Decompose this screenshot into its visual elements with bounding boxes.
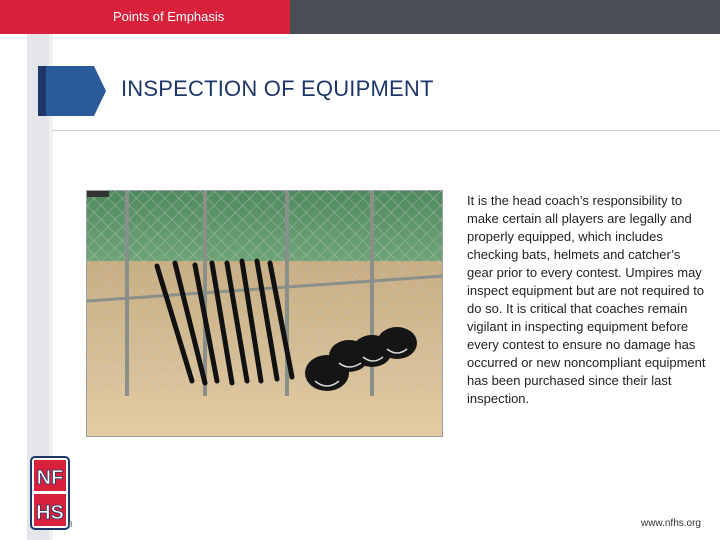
slide-number: 8: [68, 520, 73, 529]
page-title: INSPECTION OF EQUIPMENT: [121, 76, 434, 101]
title-marker-icon: [38, 66, 106, 116]
footer-url: www.nfhs.org: [640, 518, 701, 529]
section-label: Points of Emphasis: [113, 9, 225, 24]
svg-text:NF: NF: [36, 467, 64, 489]
title-divider: [53, 130, 720, 131]
svg-text:HS: HS: [36, 502, 64, 524]
nfhs-logo: [30, 456, 73, 530]
equipment-photo: [86, 190, 443, 437]
body-paragraph: It is the head coach’s responsibility to make certain all players are legally and properly equipped, which includes checking bats, helmets and catcher’s gear prior to every contest. Umpires may inspect equipment but are not required to do so. It is critical that coaches remain vigilant in inspecting equipment before every contest to ensure no damage has occurred or new noncompliant equipment has been purchased since their last inspection.: [467, 193, 706, 406]
